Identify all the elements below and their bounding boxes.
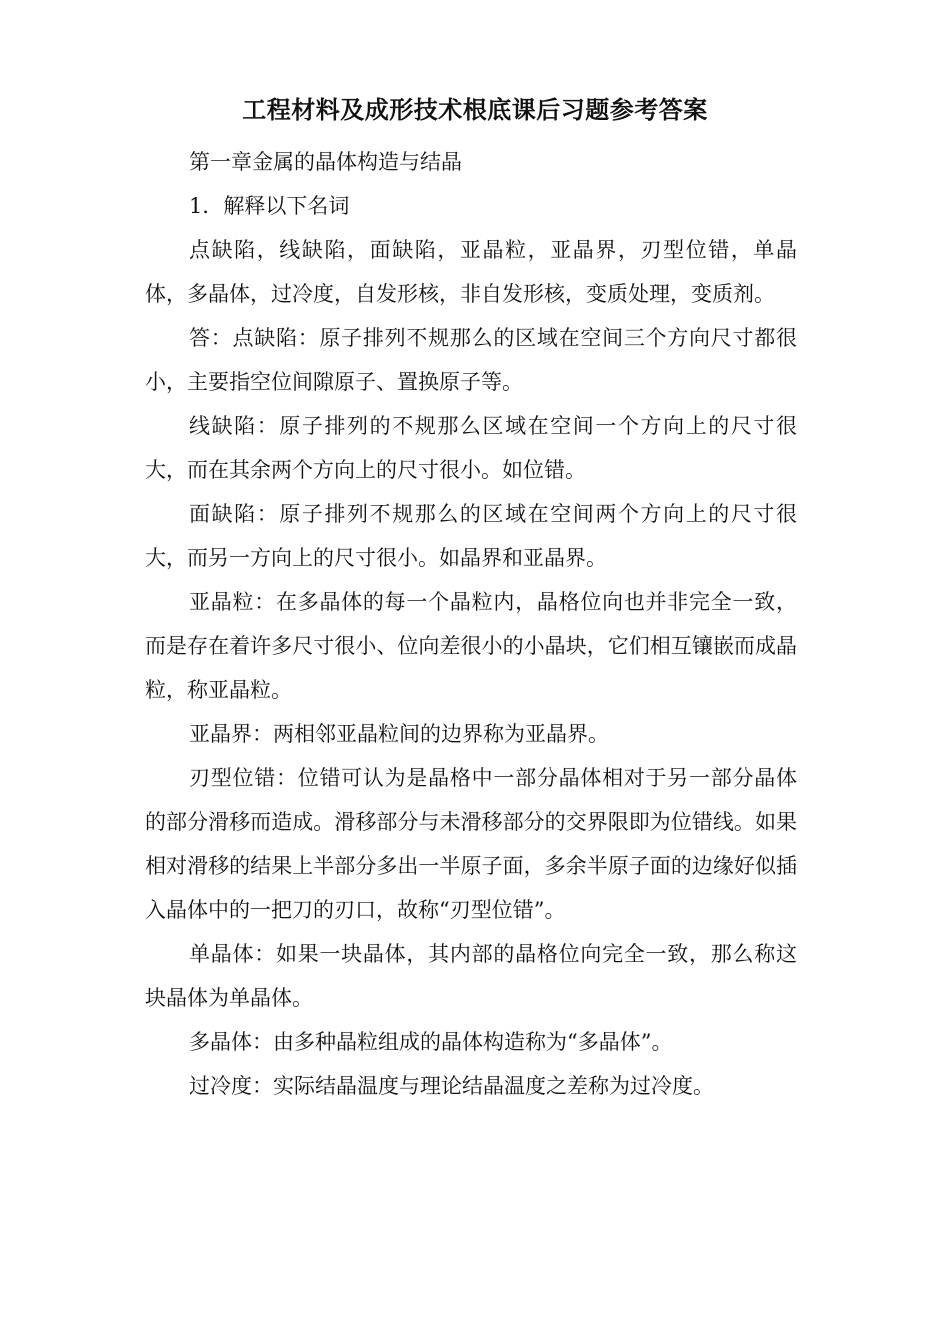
answer-point-defect: 答：点缺陷：原子排列不规那么的区域在空间三个方向尺寸都很小，主要指空位间隙原子、置换原子等。 <box>145 326 797 394</box>
terms-list-paragraph: 点缺陷，线缺陷，面缺陷，亚晶粒，亚晶界，刃型位错，单晶体，多晶体，过冷度，自发形核，非自发形核，变质处理，变质剂。 <box>145 238 797 306</box>
answer-surface-defect: 面缺陷：原子排列不规那么的区域在空间两个方向上的尺寸很大，而另一方向上的尺寸很小。如晶界和亚晶界。 <box>145 502 797 570</box>
answer-single-crystal: 单晶体：如果一块晶体，其内部的晶格位向完全一致，那么称这块晶体为单晶体。 <box>145 942 797 1010</box>
question-heading: 1．解释以下名词 <box>189 194 350 218</box>
answer-undercooling: 过冷度：实际结晶温度与理论结晶温度之差称为过冷度。 <box>189 1074 714 1098</box>
answer-polycrystal: 多晶体：由多种晶粒组成的晶体构造称为“多晶体”。 <box>189 1030 673 1054</box>
chapter-heading: 第一章金属的晶体构造与结晶 <box>189 150 462 174</box>
answer-subgrain-boundary: 亚晶界：两相邻亚晶粒间的边界称为亚晶界。 <box>189 722 609 746</box>
answer-line-defect: 线缺陷：原子排列的不规那么区域在空间一个方向上的尺寸很大，而在其余两个方向上的尺寸很小。如位错。 <box>145 414 797 482</box>
document-title: 工程材料及成形技术根底课后习题参考答案 <box>242 95 708 124</box>
answer-subgrain: 亚晶粒：在多晶体的每一个晶粒内，晶格位向也并非完全一致，而是存在着许多尺寸很小、位向差很小的小晶块，它们相互镶嵌而成晶粒，称亚晶粒。 <box>145 590 797 702</box>
document-body <box>145 140 797 1108</box>
answer-edge-dislocation: 刃型位错：位错可认为是晶格中一部分晶体相对于另一部分晶体的部分滑移而造成。滑移部分与未滑移部分的交界限即为位错线。如果相对滑移的结果上半部分多出一半原子面，多余半原子面的边缘好似插入晶体中的一把刀的刃口，故称“刃型位错”。 <box>145 766 797 922</box>
